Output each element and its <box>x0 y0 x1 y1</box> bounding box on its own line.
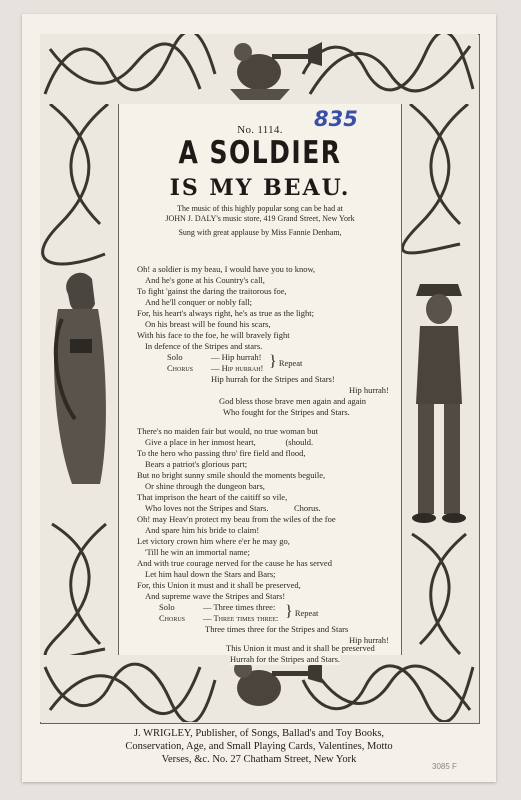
repeat-mark-2 <box>285 603 319 620</box>
verse-line: Oh! a soldier is my beau, I would have you to know, <box>137 264 316 274</box>
solo-label: Solo <box>167 352 183 362</box>
verse-line: Bears a patriot's glorious part; <box>145 459 248 469</box>
publisher-footer <box>40 727 478 766</box>
chorus-label: Chorus <box>159 613 186 623</box>
chorus-2-b <box>159 613 279 624</box>
verse-line: Let victory crown him where e'er he may go, <box>137 536 290 546</box>
top-ornament-band <box>40 34 478 104</box>
performer-note: Sung with great applause by Miss Fannie Denham, <box>178 228 342 237</box>
verse-line: Or shine through the dungeon bars, <box>145 481 265 491</box>
verse-line: Give a place in her inmost heart, (should. <box>145 437 314 447</box>
verse-line: For, his heart's always right, he's as true as the light; <box>137 308 314 318</box>
chorus-line: Hip hurrah! <box>349 635 389 645</box>
verse-line: On his breast will be found his scars, <box>145 319 271 329</box>
chorus-text: — Three times three: <box>203 613 279 623</box>
verse-line: And supreme wave the Stripes and Stars! <box>145 591 286 601</box>
chorus-1-b <box>167 363 264 374</box>
catalog-number: No. 1114. <box>237 124 283 136</box>
verse-2 <box>137 426 395 514</box>
verse-line: In defence of the Stripes and stars. <box>145 341 263 351</box>
archive-stamp: 3085 F <box>432 762 457 771</box>
repeat-mark <box>269 353 303 370</box>
footer-line: J. WRIGLEY, Publisher, of Songs, Ballad's and Toy Books, <box>133 728 385 739</box>
footer-line: Conservation, Age, and Small Playing Cards, Valentines, Motto <box>125 741 393 752</box>
chorus-line: Hurrah for the Stripes and Stars. <box>230 654 341 664</box>
brace-icon: } <box>269 353 277 370</box>
verse-line: 'Till he win an immortal name; <box>145 547 250 557</box>
chorus-1 <box>167 352 262 363</box>
verse-line: Who loves not the Stripes and Stars. Chorus. <box>145 503 321 513</box>
verse-line: And with true courage nerved for the cause he has served <box>137 558 332 568</box>
chorus-2 <box>159 602 276 613</box>
brace-icon: } <box>285 603 293 620</box>
repeat-label: Repeat <box>294 608 319 618</box>
verse-line: And he'll conquer or nobly fall; <box>145 297 253 307</box>
handwritten-number: 835 <box>314 107 358 131</box>
chorus-line: Hip hurrah for the Stripes and Stars! <box>211 374 335 384</box>
chorus-line: Hip hurrah! <box>349 385 389 395</box>
chorus-line: Who fought for the Stripes and Stars. <box>223 407 350 417</box>
song-title-line1: A SOLDIER <box>178 134 342 171</box>
footer-line: Verses, &c. No. 27 Chatham Street, New York <box>161 754 357 765</box>
chorus-line: Three times three for the Stripes and Stars <box>205 624 349 634</box>
verse-line: There's no maiden fair but would, no true woman but <box>137 426 318 436</box>
verse-line: Let him haul down the Stars and Bars; <box>145 569 276 579</box>
solo-text: — Three times three: <box>203 602 276 612</box>
song-panel <box>118 104 402 655</box>
right-ornament-column <box>400 104 478 655</box>
verse-line: And spare him his bride to claim! <box>145 525 260 535</box>
verse-line: But no bright sunny smile should the moments beguile, <box>137 470 326 480</box>
verse-line: With his face to the foe, he will bravely fight <box>137 330 290 340</box>
left-ornament-column <box>40 104 118 655</box>
song-title-line2: IS MY BEAU. <box>169 175 351 201</box>
music-note-line2: JOHN J. DALY's music store, 419 Grand Street, New York <box>165 214 355 223</box>
chorus-line: God bless those brave men again and again <box>219 396 367 406</box>
verse-1 <box>137 264 395 352</box>
verse-line: To fight 'gainst the daring the traitorous foe, <box>137 286 287 296</box>
chorus-label: Chorus <box>167 363 194 373</box>
solo-label: Solo <box>159 602 175 612</box>
repeat-label: Repeat <box>278 358 303 368</box>
bottom-ornament-band <box>40 655 478 722</box>
music-note-line1: The music of this highly popular song can be had at <box>177 204 343 213</box>
verse-3 <box>137 514 395 602</box>
verse-line: Oh! may Heav'n protect my beau from the wiles of the foe <box>137 514 336 524</box>
verse-line: To the hero who passing thro' fire field and flood, <box>137 448 306 458</box>
chorus-text: — Hip hurrah! <box>211 363 264 373</box>
solo-text: — Hip hurrah! <box>211 352 262 362</box>
verse-line: And he's gone at his Country's call, <box>145 275 265 285</box>
chorus-line: This Union it must and it shall be preserved <box>226 643 375 653</box>
verse-line: That imprison the heart of the caitiff so vile, <box>137 492 288 502</box>
verse-line: For, this Union it must and it shall be preserved, <box>137 580 301 590</box>
